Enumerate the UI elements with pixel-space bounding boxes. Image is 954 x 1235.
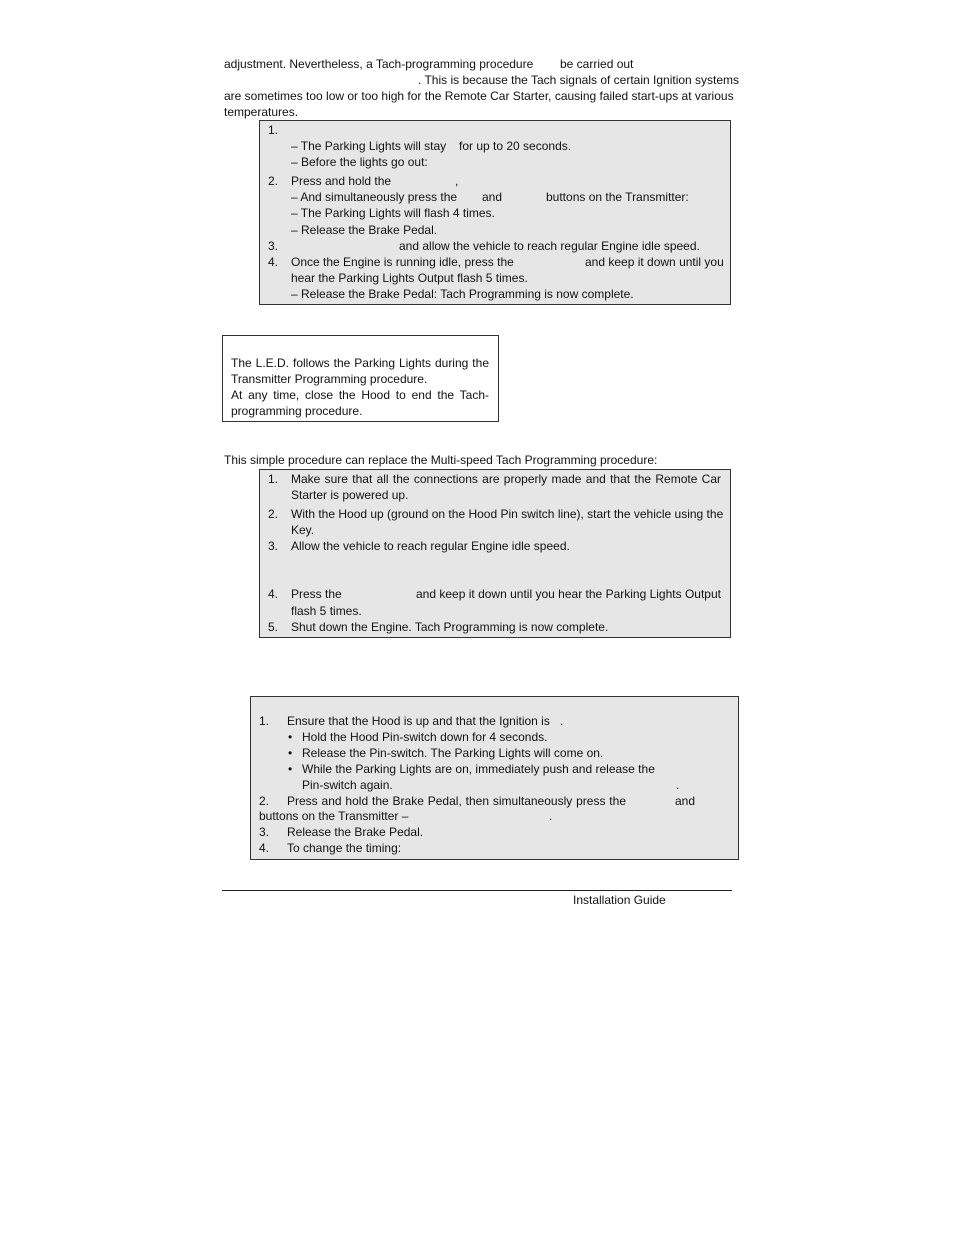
step-number: 1. <box>268 472 279 486</box>
simple-intro: This simple procedure can replace the Multi-speed Tach Programming procedure: <box>224 453 658 467</box>
box3-bullet3-l1: While the Parking Lights are on, immediately push and release the <box>302 762 655 776</box>
step4-a: Once the Engine is running idle, press the <box>291 255 514 269</box>
bullet-icon: • <box>288 762 293 776</box>
simple-step1-l2: Starter is powered up. <box>291 488 409 502</box>
simple-step5-l1: Shut down the Engine. Tach Programming is now complete. <box>291 620 609 634</box>
step2-a: Press and hold the <box>291 174 392 188</box>
intro-line2: . This is because the Tach signals of certain Ignition systems <box>418 73 740 87</box>
note-line1: The L.E.D. follows the Parking Lights during the <box>231 356 489 370</box>
box3-bullet3-end: . <box>676 778 680 792</box>
step2-b: , <box>455 174 459 188</box>
box3-step1-a: Ensure that the Hood is up and that the Ignition is <box>287 714 550 728</box>
step2-sub1c: buttons on the Transmitter: <box>546 190 689 204</box>
footer-label: Installation Guide <box>573 893 666 907</box>
simple-step4-l2: flash 5 times. <box>291 604 362 618</box>
intro-line3: are sometimes too low or too high for the Remote Car Starter, causing failed start-ups at various <box>224 89 734 103</box>
step2-sub2: – The Parking Lights will flash 4 times. <box>291 206 495 220</box>
step-number: 5. <box>268 620 279 634</box>
box3-bullet3-l2: Pin-switch again. <box>302 778 393 792</box>
intro-line1a: adjustment. Nevertheless, a Tach-programming procedure <box>224 57 534 71</box>
step-number: 1. <box>268 123 279 137</box>
bullet-icon: • <box>288 730 293 744</box>
box3-step2-b: and <box>675 794 696 808</box>
step-number: 4. <box>268 587 279 601</box>
box3-step2-l2: buttons on the Transmitter – <box>259 809 409 823</box>
step4-b: and keep it down until you <box>585 255 724 269</box>
step-number: 3. <box>268 239 279 253</box>
simple-step2-l2: Key. <box>291 523 315 537</box>
step1-sub2: – Before the lights go out: <box>291 155 428 169</box>
step4-sub: – Release the Brake Pedal: Tach Programming is now complete. <box>291 287 634 301</box>
note-line2: Transmitter Programming procedure. <box>231 372 428 386</box>
step4-line2: hear the Parking Lights Output flash 5 times. <box>291 271 528 285</box>
step-number: 1. <box>259 714 270 728</box>
step3-text: and allow the vehicle to reach regular Engine idle speed. <box>399 239 700 253</box>
step1-sub1a: – The Parking Lights will stay <box>291 139 447 153</box>
step-number: 3. <box>268 539 279 553</box>
step2-sub1a: – And simultaneously press the <box>291 190 458 204</box>
step-number: 2. <box>268 507 279 521</box>
step-number: 4. <box>268 255 279 269</box>
step-number: 2. <box>268 174 279 188</box>
note-line3: At any time, close the Hood to end the Tach- <box>231 388 489 402</box>
box3-step2-a: Press and hold the Brake Pedal, then simultaneously press the <box>287 794 626 808</box>
simple-step4-a: Press the <box>291 587 342 601</box>
footer-rule <box>222 890 732 891</box>
intro-line1b: be carried out <box>560 57 634 71</box>
box3-step4: To change the timing: <box>287 841 402 855</box>
step2-sub1b: and <box>482 190 503 204</box>
box3-step1-b: . <box>560 714 564 728</box>
simple-step2-l1: With the Hood up (ground on the Hood Pin switch line), start the vehicle using the <box>291 507 724 521</box>
simple-step1-l1: Make sure that all the connections are properly made and that the Remote Car <box>291 472 721 486</box>
step-number: 2. <box>259 794 270 808</box>
note-line4: programming procedure. <box>231 404 363 418</box>
box3-step3: Release the Brake Pedal. <box>287 825 424 839</box>
step2-sub3: – Release the Brake Pedal. <box>291 223 438 237</box>
step-number: 3. <box>259 825 270 839</box>
box3-bullet2: Release the Pin-switch. The Parking Lights will come on. <box>302 746 604 760</box>
step-number: 4. <box>259 841 270 855</box>
box3-step2-end: . <box>549 809 553 823</box>
simple-step3-l1: Allow the vehicle to reach regular Engine idle speed. <box>291 539 570 553</box>
intro-line4: temperatures. <box>224 105 299 119</box>
simple-step4-b: and keep it down until you hear the Parking Lights Output <box>416 587 721 601</box>
bullet-icon: • <box>288 746 293 760</box>
step1-sub1b: for up to 20 seconds. <box>459 139 572 153</box>
box3-bullet1: Hold the Hood Pin-switch down for 4 seconds. <box>302 730 548 744</box>
